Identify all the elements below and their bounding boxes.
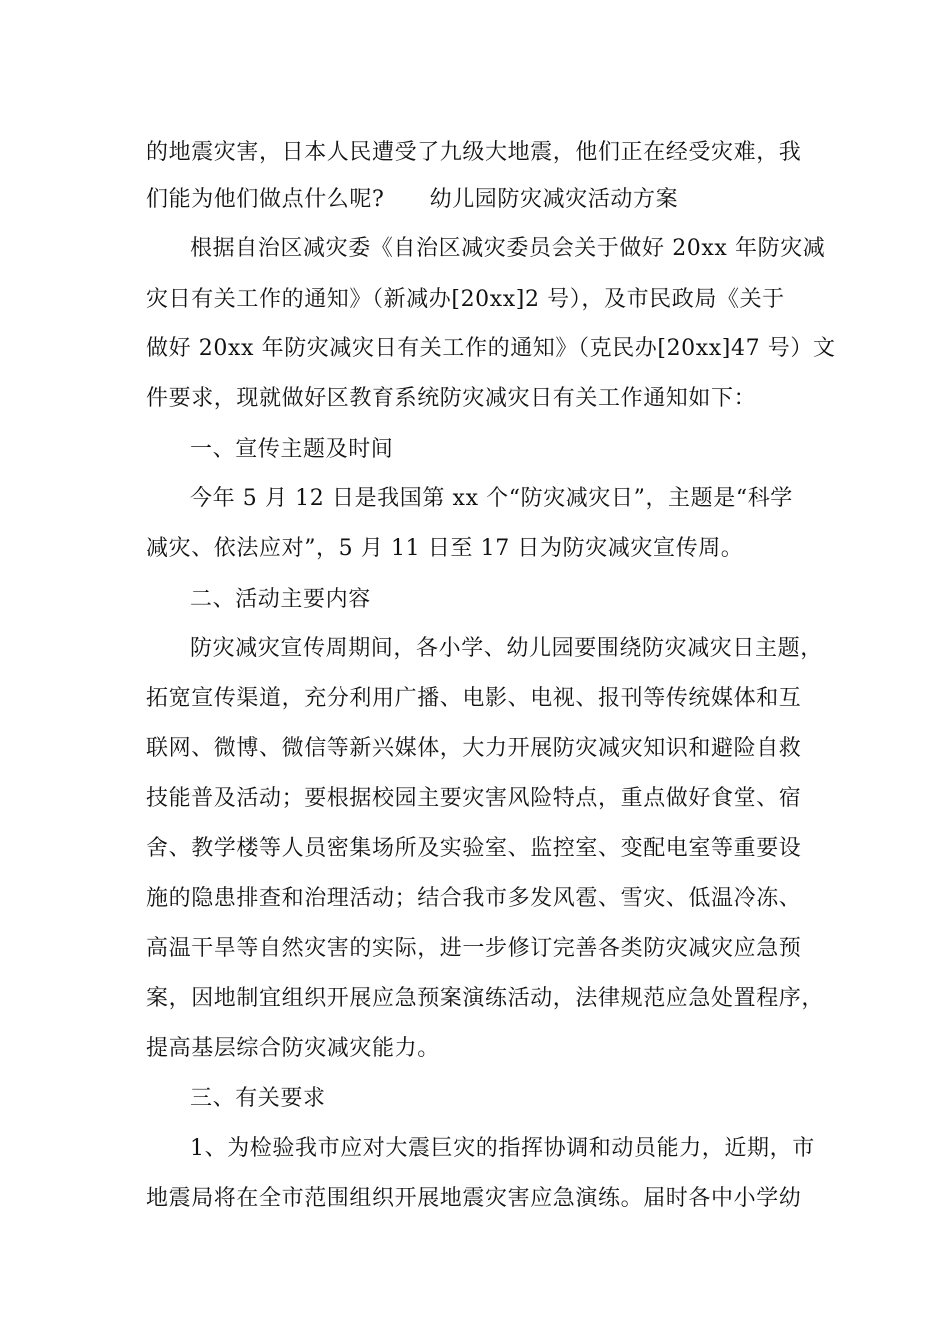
section-heading: 一、宣传主题及时间	[190, 437, 394, 462]
paragraph-line: 根据自治区减灾委《自治区减灾委员会关于做好 20xx 年防灾减	[190, 236, 826, 261]
paragraph-line: 舍、教学楼等人员密集场所及实验室、监控室、变配电室等重要设	[146, 836, 802, 861]
paragraph-line: 案，因地制宜组织开展应急预案演练活动，法律规范应急处置程序，	[146, 986, 825, 1011]
paragraph-line: 地震局将在全市范围组织开展地震灾害应急演练。届时各中小学幼	[146, 1186, 802, 1211]
paragraph-line: 做好 20xx 年防灾减灾日有关工作的通知》（克民办[20xx]47 号）文	[146, 336, 836, 361]
paragraph-line: 提高基层综合防灾减灾能力。	[146, 1036, 440, 1061]
paragraph-line: 灾日有关工作的通知》（新减办[20xx]2 号），及市民政局《关于	[146, 287, 785, 312]
paragraph-line: 联网、微博、微信等新兴媒体，大力开展防灾减灾知识和避险自救	[146, 736, 802, 761]
section-heading: 三、有关要求	[190, 1086, 326, 1111]
paragraph-line: 件要求，现就做好区教育系统防灾减灾日有关工作通知如下：	[146, 386, 757, 411]
paragraph-line: 技能普及活动；要根据校园主要灾害风险特点，重点做好食堂、宿	[146, 786, 802, 811]
section-heading: 二、活动主要内容	[190, 587, 371, 612]
paragraph-line: 们能为他们做点什么呢? 幼儿园防灾减灾活动方案	[146, 187, 679, 212]
paragraph-line: 的地震灾害，日本人民遭受了九级大地震，他们正在经受灾难，我	[146, 140, 802, 165]
paragraph-line: 施的隐患排查和治理活动；结合我市多发风雹、雪灾、低温冷冻、	[146, 886, 802, 911]
paragraph-line: 今年 5 月 12 日是我国第 xx 个“防灾减灾日”，主题是“科学	[190, 486, 793, 511]
paragraph-line: 拓宽宣传渠道，充分利用广播、电影、电视、报刊等传统媒体和互	[146, 686, 802, 711]
paragraph-line: 防灾减灾宣传周期间，各小学、幼儿园要围绕防灾减灾日主题，	[190, 636, 823, 661]
paragraph-line: 减灾、依法应对”，5 月 11 日至 17 日为防灾减灾宣传周。	[146, 536, 744, 561]
paragraph-line: 1、为检验我市应对大震巨灾的指挥协调和动员能力，近期，市	[190, 1136, 815, 1161]
paragraph-line: 高温干旱等自然灾害的实际，进一步修订完善各类防灾减灾应急预	[146, 936, 802, 961]
